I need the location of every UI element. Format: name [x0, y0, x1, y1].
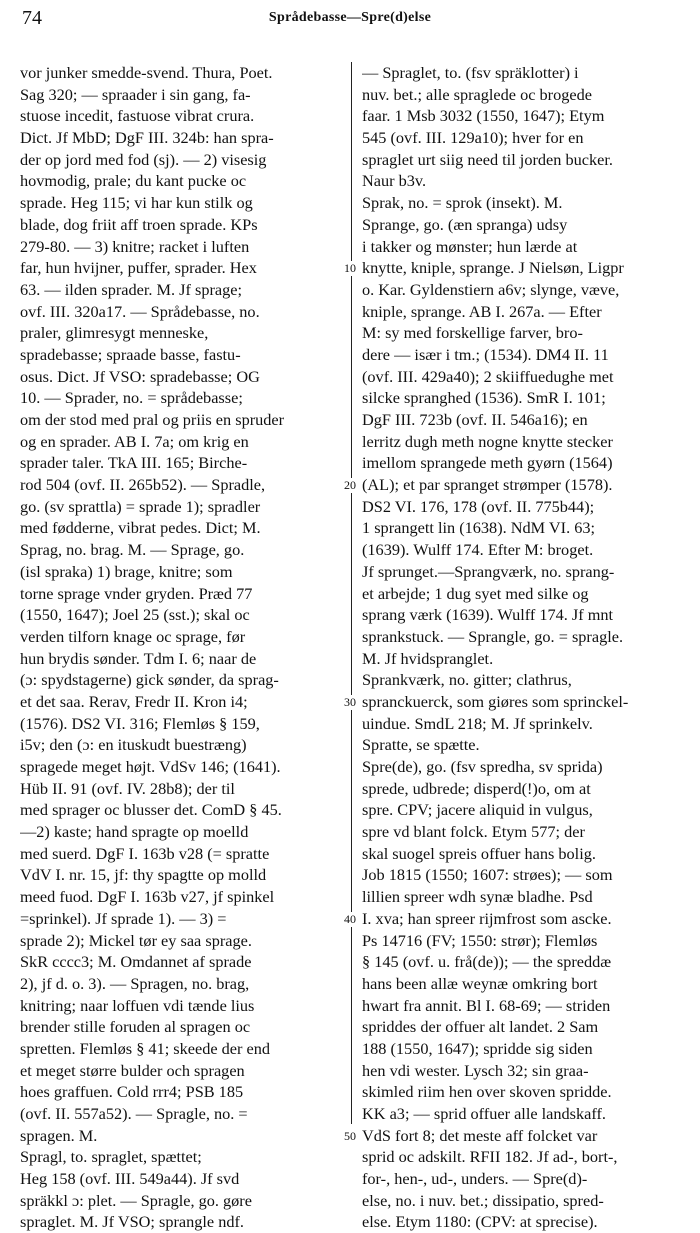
text-line: blade, dog friit aff troen sprade. KPs — [20, 214, 258, 234]
right-column — [362, 62, 690, 1233]
text-line: verden tilforn knage oc sprage, før — [20, 626, 246, 646]
text-line: Spratte, se spætte. — [362, 735, 480, 755]
line-number: 40 — [339, 912, 361, 927]
text-line: et meget større bulder och spragen — [20, 1060, 245, 1080]
text-line: 1 sprangett lin (1638). NdM VI. 63; — [362, 518, 596, 538]
text-line: Jf sprunget.—Sprangværk, no. sprang- — [362, 561, 615, 581]
text-line: i5v; den (ɔ: en ituskudt buestræng) — [20, 735, 247, 755]
text-line: praler, glimresygt menneske, — [20, 323, 209, 343]
text-line: spretten. Flemløs § 41; skeede der end — [20, 1038, 271, 1058]
text-line: skimled riim hen over skoven spridde. — [362, 1082, 612, 1102]
text-line: spragen. M. — [20, 1125, 98, 1145]
text-line: silcke spranghed (1536). SmR I. 101; — [362, 388, 606, 408]
text-line: torne sprage vnder gryden. Præd 77 — [20, 583, 253, 603]
text-line: Spragl, to. spraglet, spættet; — [20, 1147, 202, 1167]
text-line: i takker og mønster; hun lærde at — [362, 236, 578, 256]
text-line: knitring; naar loffuen vdi tænde lius — [20, 995, 255, 1015]
text-line: hoes graffuen. Cold rrr4; PSB 185 — [20, 1082, 244, 1102]
text-line: imellom sprangede meth gyørn (1564) — [362, 453, 613, 473]
text-line: et det saa. Rerav, Fredr II. Kron i4; — [20, 691, 248, 711]
text-line: sprede, udbrede; disperd(!)o, om at — [362, 778, 591, 798]
text-line: 545 (ovf. III. 129a10); hver for en — [362, 128, 584, 148]
text-line: kniple, sprange. AB I. 267a. — Efter — [362, 301, 602, 321]
text-line: spragede meget højt. VdSv 146; (1641). — [20, 757, 281, 776]
text-line: Dict. Jf MbD; DgF III. 324b: han spra- — [20, 128, 274, 148]
text-line: spriddes der offuer alt landet. 2 Sam — [362, 1017, 599, 1037]
text-line: hen vdi wester. Lysch 32; sin graa- — [362, 1060, 589, 1080]
text-line: Sprak, no. = sprok (insekt). M. — [362, 193, 563, 213]
text-line: 10. — Sprader, no. = språdebasse; — [20, 388, 243, 408]
text-line: (AL); et par spranget strømper (1578). — [362, 475, 613, 495]
text-line: faar. 1 Msb 3032 (1550, 1647); Etym — [362, 106, 605, 126]
text-line: (1550, 1647); Joel 25 (sst.); skal oc — [20, 605, 250, 625]
text-line: lillien spreer wdh synæ bladhe. Psd — [362, 887, 593, 907]
text-line: skal suogel spreis offuer hans bolig. — [362, 843, 596, 863]
text-line: Hüb II. 91 (ovf. IV. 28b8); der til — [20, 778, 235, 798]
text-line: I. xva; han spreer rijmfrost som ascke. — [362, 908, 612, 928]
text-line: (ɔ: spydstagerne) gick sønder, da sprag- — [20, 670, 279, 690]
text-line: rod 504 (ovf. II. 265b52). — Spradle, — [20, 475, 266, 495]
text-line: Sag 320; — spraader i sin gang, fa- — [20, 84, 251, 104]
text-line: sprid oc adskilt. RFII 182. Jf ad-, bort-, — [362, 1147, 618, 1167]
text-line: DS2 VI. 176, 178 (ovf. II. 775b44); — [362, 496, 595, 516]
text-line: (1639). Wulff 174. Efter M: broget. — [362, 540, 594, 560]
text-line: spranckuerck, som giøres som sprinckel- — [362, 691, 629, 711]
text-line: stuose incedit, fastuose vibrat crura. — [20, 106, 255, 126]
text-line: knytte, kniple, sprange. J Nielsøn, Ligpr — [362, 258, 624, 278]
text-line: —2) kaste; hand spragte op moelld — [20, 822, 249, 842]
text-line: og en sprader. AB I. 7a; om krig en — [20, 431, 249, 451]
text-line: hun brydis sønder. Tdm I. 6; naar de — [20, 648, 257, 668]
text-line: Ps 14716 (FV; 1550: strør); Flemløs — [362, 930, 598, 950]
text-line: sprade. Heg 115; vi har kun stilk og — [20, 193, 253, 213]
text-line: ovf. III. 320a17. — Språdebasse, no. — [20, 301, 260, 321]
text-line: nuv. bet.; alle spraglede oc brogede — [362, 84, 592, 104]
text-line: go. (sv sprattla) = sprade 1); spradler — [20, 496, 261, 516]
text-line: Sprag, no. brag. M. — Sprage, go. — [20, 540, 245, 560]
text-line: Heg 158 (ovf. III. 549a44). Jf svd — [20, 1169, 240, 1189]
text-line: sprang værk (1639). Wulff 174. Jf mnt — [362, 605, 614, 625]
text-line: et arbejde; 1 dug syet med silke og — [362, 583, 589, 603]
text-line: =sprinkel). Jf sprade 1). — 3) = — [20, 908, 227, 928]
text-line: (1576). DS2 VI. 316; Flemløs § 159, — [20, 713, 260, 733]
running-title: Språdebasse—Spre(d)else — [268, 10, 432, 25]
text-line: Job 1815 (1550; 1607: strøes); — som — [362, 865, 613, 885]
left-column — [20, 62, 348, 1233]
text-line: SkR cccc3; M. Omdannet af sprade — [20, 952, 252, 972]
text-line: 279-80. — 3) knitre; racket i luften — [20, 236, 250, 256]
text-line: Sprange, go. (æn spranga) udsy — [362, 214, 568, 234]
text-line: KK a3; — sprid offuer alle landskaff. — [362, 1104, 607, 1123]
text-line: 188 (1550, 1647); spridde sig siden — [362, 1038, 593, 1058]
line-number: 20 — [339, 478, 361, 493]
text-line: (ovf. II. 557a52). — Spragle, no. = — [20, 1104, 248, 1123]
text-line: far, hun hvijner, puffer, sprader. Hex — [20, 258, 257, 278]
column-divider — [351, 62, 352, 1124]
text-line: osus. Dict. Jf VSO: spradebasse; OG — [20, 366, 260, 386]
text-line: VdS fort 8; det meste aff folcket var — [362, 1125, 598, 1145]
text-line: lerritz dugh meth nogne knytte stecker — [362, 431, 613, 451]
text-line: brender stille foruden al spragen oc — [20, 1017, 251, 1037]
text-line: Sprankværk, no. gitter; clathrus, — [362, 670, 572, 690]
page-number: 74 — [22, 7, 42, 29]
text-line: for-, hen-, ud-, unders. — Spre(d)- — [362, 1169, 588, 1189]
text-line: dere — især i tm.; (1534). DM4 II. 11 — [362, 344, 609, 364]
text-line: 2), jf d. o. 3). — Spragen, no. brag, — [20, 973, 250, 993]
text-line: o. Kar. Gyldenstiern a6v; slynge, væve, — [362, 279, 620, 299]
text-line: spräkkl ɔ: plet. — Spragle, go. gøre — [20, 1190, 252, 1210]
text-line: sprader taler. TkA III. 165; Birche- — [20, 453, 248, 473]
text-line: vor junker smedde-svend. Thura, Poet. — [20, 63, 273, 82]
text-line: meed fuod. DgF I. 163b v27, jf spinkel — [20, 887, 275, 907]
text-line: hwart fra annit. Bl I. 68-69; — striden — [362, 995, 611, 1015]
text-line: spradebasse; spraade basse, fastu- — [20, 344, 241, 364]
text-line: DgF III. 723b (ovf. II. 546a16); en — [362, 410, 588, 429]
text-line: der op jord med fod (sj). — 2) visesig — [20, 149, 267, 169]
text-line: M: sy med forskellige farver, bro- — [362, 323, 583, 343]
text-line: med sprager oc blusser det. ComD § 45. — [20, 800, 282, 820]
text-line: — Spraglet, to. (fsv spräklotter) i — [362, 63, 579, 82]
text-line: spraglet. M. Jf VSO; sprangle ndf. — [20, 1212, 244, 1232]
text-line: Spre(de), go. (fsv spredha, sv sprida) — [362, 757, 603, 776]
text-line: M. Jf hvidspranglet. — [362, 648, 494, 668]
text-line: hans been allæ weynæ omkring bort — [362, 973, 598, 993]
text-line: uindue. SmdL 218; M. Jf sprinkelv. — [362, 713, 593, 733]
text-line: sprade 2); Mickel tør ey saa sprage. — [20, 930, 252, 950]
text-line: spre vd blant folck. Etym 577; der — [362, 822, 585, 842]
text-line: (ovf. III. 429a40); 2 skiiffuedughe met — [362, 366, 614, 386]
text-line: 63. — ilden sprader. M. Jf sprage; — [20, 279, 243, 299]
text-line: Naur b3v. — [362, 171, 427, 191]
text-line: VdV I. nr. 15, jf: thy spagtte op molld — [20, 865, 267, 885]
text-line: else, no. i nuv. bet.; dissipatio, spred- — [362, 1190, 604, 1210]
text-line: med suerd. DgF I. 163b v28 (= spratte — [20, 843, 270, 863]
text-line: sprankstuck. — Sprangle, go. = spragle. — [362, 626, 624, 646]
text-line: spraglet urt siig need til jorden bucker. — [362, 149, 613, 169]
line-number: 30 — [339, 695, 361, 710]
text-line: (isl spraka) 1) brage, knitre; som — [20, 561, 233, 581]
text-line: med fødderne, vibrat pedes. Dict; M. — [20, 518, 261, 538]
text-line: § 145 (ovf. u. frå(de)); — the spreddæ — [362, 952, 612, 972]
text-line: else. Etym 1180: (CPV: at sprecise). — [362, 1212, 598, 1232]
text-line: om der stod med pral og priis en spruder — [20, 410, 285, 429]
text-line: spre. CPV; jacere aliquid in vulgus, — [362, 800, 593, 820]
line-number: 50 — [339, 1129, 361, 1144]
text-line: hovmodig, prale; du kant pucke oc — [20, 171, 247, 191]
line-number: 10 — [339, 261, 361, 276]
